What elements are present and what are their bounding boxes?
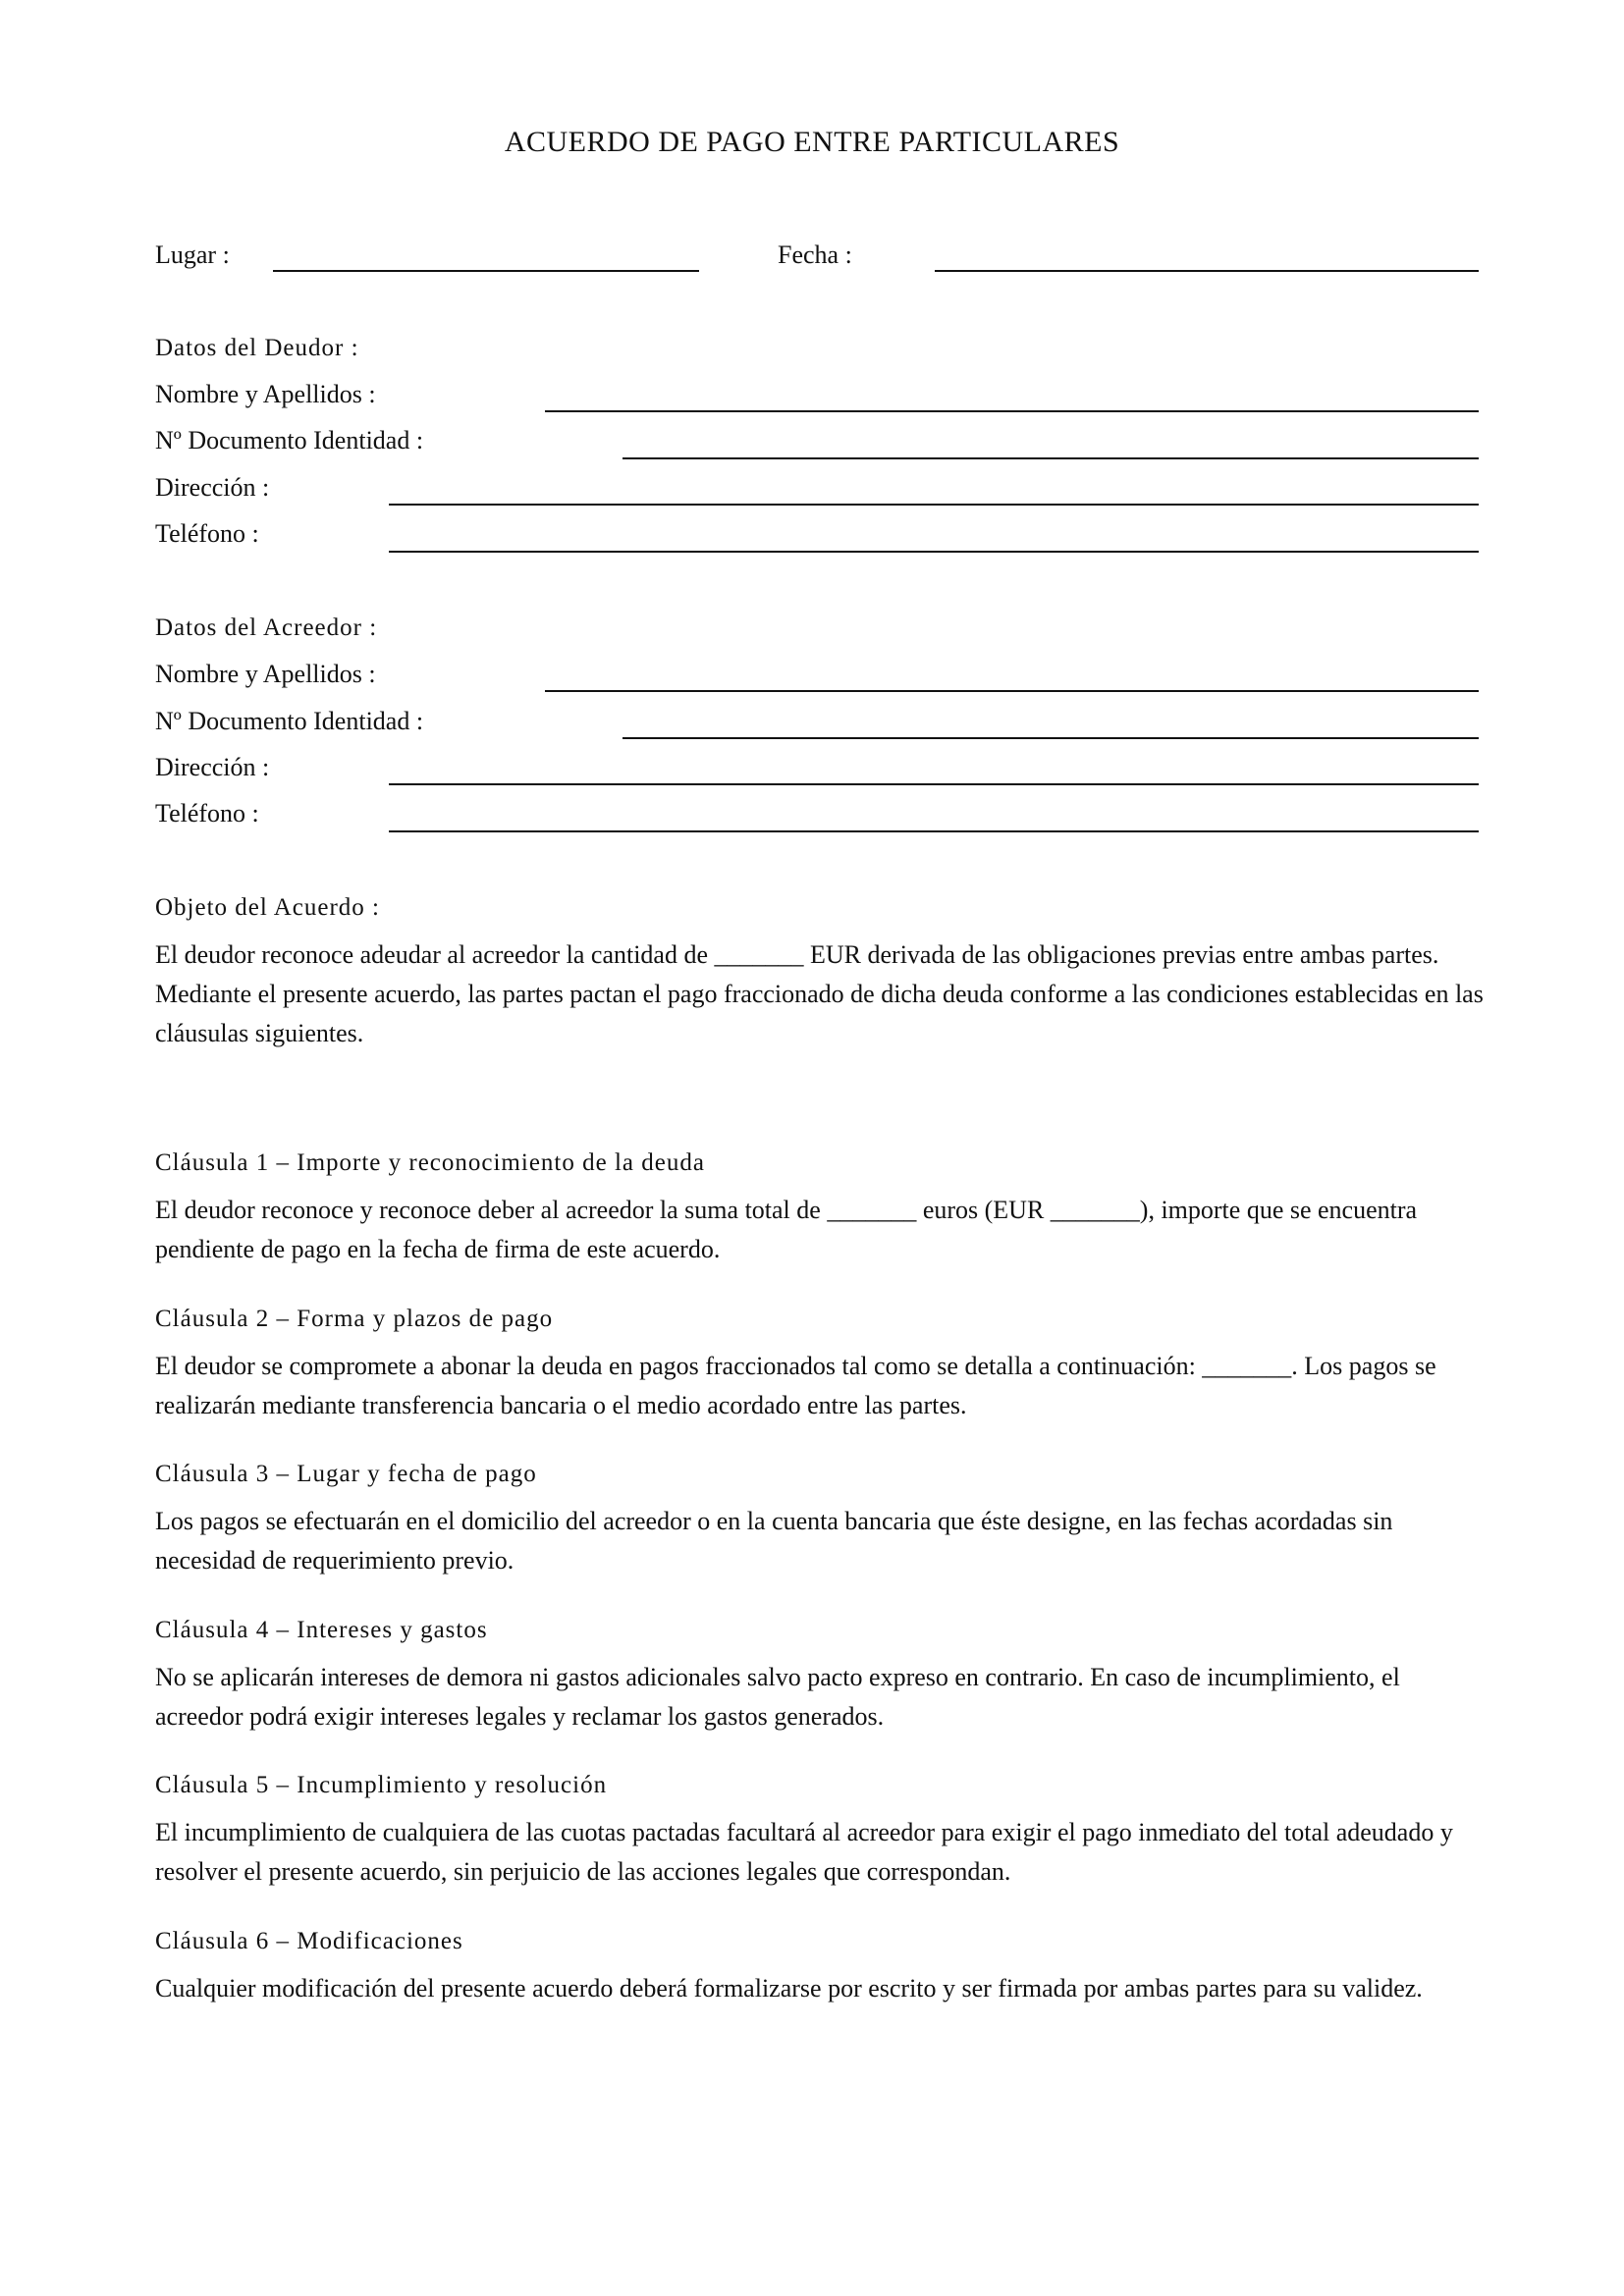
deudor-direccion-label: Dirección : bbox=[155, 473, 270, 502]
deudor-nombre-label: Nombre y Apellidos : bbox=[155, 380, 376, 408]
clause-1-heading: Cláusula 1 – Importe y reconocimiento de la deuda bbox=[155, 1149, 705, 1176]
clause-3-text: Los pagos se efectuarán en el domicilio del acreedor o en la cuenta bancaria que éste designe, en las fechas acordadas sin necesidad de requerimiento previo. bbox=[155, 1507, 1393, 1575]
deudor-documento-field[interactable] bbox=[623, 457, 1479, 459]
fecha-field[interactable] bbox=[935, 270, 1479, 272]
deudor-documento-label: Nº Documento Identidad : bbox=[155, 426, 424, 454]
acreedor-documento-label: Nº Documento Identidad : bbox=[155, 707, 424, 735]
acreedor-nombre-field[interactable] bbox=[545, 690, 1479, 692]
acreedor-telefono-field[interactable] bbox=[389, 830, 1479, 832]
fecha-label: Fecha : bbox=[778, 240, 852, 269]
acreedor-direccion-label: Dirección : bbox=[155, 753, 270, 781]
deudor-direccion-field[interactable] bbox=[389, 504, 1479, 506]
deudor-telefono-field[interactable] bbox=[389, 551, 1479, 553]
clause-1-text: El deudor reconoce y reconoce deber al acreedor la suma total de _______ euros (EUR _______), importe que se encuentra pendiente de pago en la fecha de firma de este acuerdo. bbox=[155, 1196, 1418, 1263]
clause-2-heading: Cláusula 2 – Forma y plazos de pago bbox=[155, 1306, 554, 1332]
document-title: ACUERDO DE PAGO ENTRE PARTICULARES bbox=[504, 126, 1120, 158]
deudor-heading: Datos del Deudor : bbox=[155, 335, 359, 361]
acreedor-nombre-label: Nombre y Apellidos : bbox=[155, 660, 376, 688]
clause-3-heading: Cláusula 3 – Lugar y fecha de pago bbox=[155, 1461, 537, 1487]
lugar-label: Lugar : bbox=[155, 240, 230, 269]
lugar-field[interactable] bbox=[273, 270, 699, 272]
clause-6-text: Cualquier modificación del presente acuerdo deberá formalizarse por escrito y ser firmada por ambas partes para su validez. bbox=[155, 1974, 1423, 2002]
objeto-text: El deudor reconoce adeudar al acreedor la cantidad de _______ EUR derivada de las obligaciones previas entre ambas partes. Mediante el presente acuerdo, las partes pactan el pago fraccionado de dicha deuda conforme a las condiciones establecidas en las cláusulas siguientes. bbox=[155, 940, 1484, 1047]
clause-4-text: No se aplicarán intereses de demora ni gastos adicionales salvo pacto expreso en contrario. En caso de incumplimiento, el acreedor podrá exigir intereses legales y reclamar los gastos generados. bbox=[155, 1663, 1400, 1731]
clause-2-text: El deudor se compromete a abonar la deuda en pagos fraccionados tal como se detalla a continuación: _______. Los pagos se realizarán mediante transferencia bancaria o el medio acordado entre las partes. bbox=[155, 1352, 1436, 1419]
acreedor-telefono-label: Teléfono : bbox=[155, 799, 259, 828]
clause-5-text: El incumplimiento de cualquiera de las cuotas pactadas facultará al acreedor para exigir el pago inmediato del total adeudado y resolver el presente acuerdo, sin perjuicio de las acciones legales que correspondan. bbox=[155, 1818, 1453, 1886]
acreedor-documento-field[interactable] bbox=[623, 737, 1479, 739]
clause-4-heading: Cláusula 4 – Intereses y gastos bbox=[155, 1617, 488, 1643]
acreedor-direccion-field[interactable] bbox=[389, 783, 1479, 785]
clause-5-heading: Cláusula 5 – Incumplimiento y resolución bbox=[155, 1772, 608, 1798]
deudor-telefono-label: Teléfono : bbox=[155, 519, 259, 548]
objeto-heading: Objeto del Acuerdo : bbox=[155, 894, 380, 921]
clause-6-heading: Cláusula 6 – Modificaciones bbox=[155, 1928, 463, 1954]
acreedor-heading: Datos del Acreedor : bbox=[155, 614, 378, 641]
deudor-nombre-field[interactable] bbox=[545, 410, 1479, 412]
